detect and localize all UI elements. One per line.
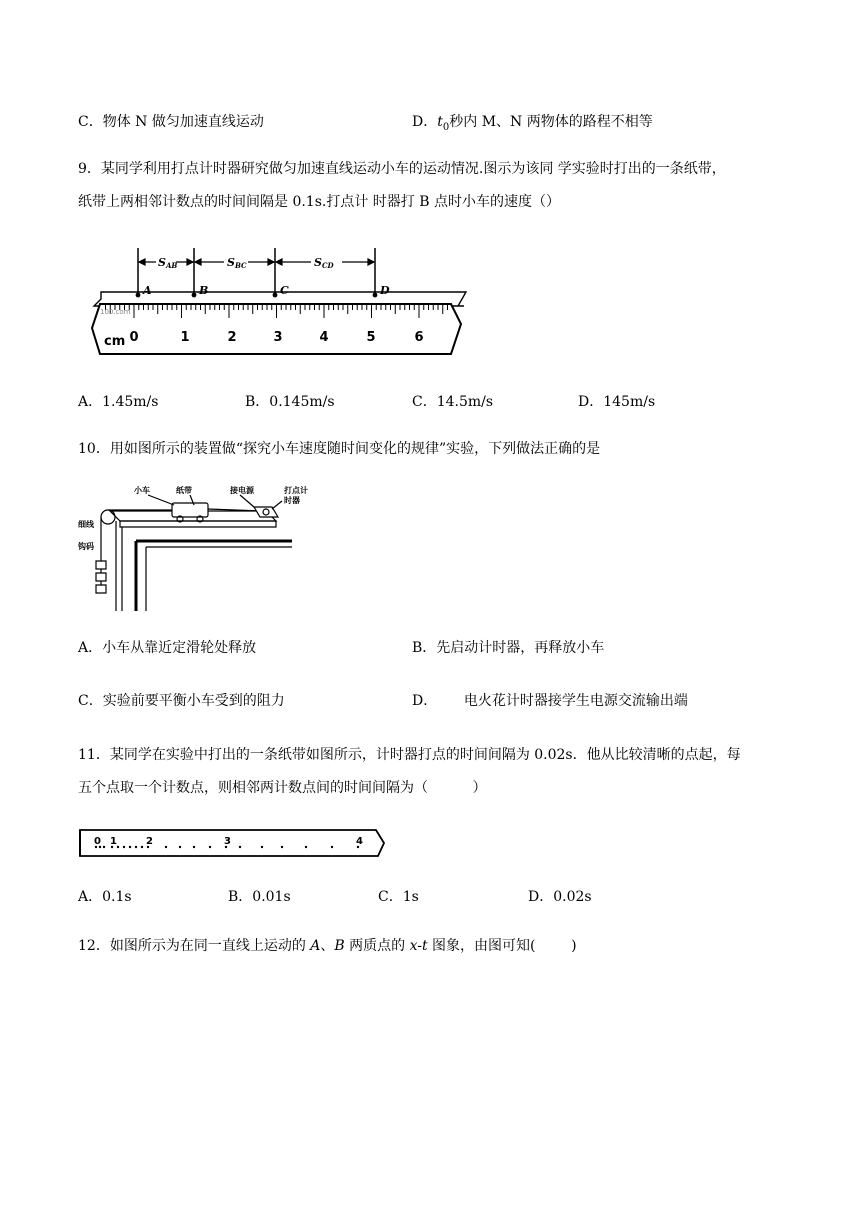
label-string: 细线 (78, 520, 94, 529)
watermark-text: 100.com (100, 308, 131, 316)
q12-post: 图象，由图可知( ) (427, 938, 577, 954)
tape-dot (103, 846, 105, 848)
q12-stem-pre: 12．如图所示为在同一直线上运动的 (78, 938, 311, 954)
q9-stem-line1: 9．某同学利用打点计时器研究做匀加速直线运动小车的运动情况.图示为该同 学实验时打出的一条纸带， (78, 161, 726, 177)
q11-option-c: C．1s (378, 889, 419, 905)
segment-label-sbc: SBC (227, 256, 247, 270)
q10-stem: 10．用如图所示的装置做“探究小车速度随时间变化的规律”实验，下列做法正确的是 (78, 441, 601, 457)
q8-option-d-sub: 0 (442, 121, 450, 133)
q12-point-b: B (334, 938, 345, 954)
tape-label-4: 4 (356, 836, 363, 847)
ruler-unit: cm (104, 334, 126, 349)
tape-dot (179, 846, 181, 848)
q8-option-d (412, 112, 653, 138)
tape-dot (305, 846, 307, 848)
label-weights: 钩码 (78, 542, 94, 551)
tick-label-3: 3 (273, 330, 283, 345)
q10-apparatus-figure (76, 481, 308, 611)
tape-label-1: 1 (110, 836, 117, 847)
tape-dot (141, 846, 143, 848)
point-label-a: A (143, 284, 152, 297)
tick-label-4: 4 (319, 330, 329, 345)
q8-option-d-prefix: D． (412, 114, 438, 130)
label-cart: 小车 (134, 486, 150, 495)
q8-option-d-t: t (437, 114, 443, 130)
q12-mid: 两质点的 (344, 938, 410, 954)
label-tape: 纸带 (176, 486, 192, 495)
q8-option-c: C．物体 N 做匀加速直线运动 (78, 114, 264, 130)
q10-option-d: D． 电火花计时器接学生电源交流输出端 (412, 693, 688, 709)
tape-label-3: 3 (224, 836, 231, 847)
tape-dot (129, 846, 131, 848)
tape-dot (135, 846, 137, 848)
q9-option-c: C．14.5m/s (412, 394, 494, 410)
q11-stem-line2: 五个点取一个计数点，则相邻两计数点间的时间间隔为（ ） (78, 780, 487, 796)
tick-label-0: 0 (129, 330, 139, 345)
tape-dot (193, 846, 195, 848)
point-label-b: B (199, 284, 209, 297)
q11-stem-line1: 11．某同学在实验中打出的一条纸带如图所示，计时器打点的时间间隔为 0.02s．他从比较清晰的点起，每 (78, 747, 741, 763)
q11-option-b: B．0.01s (228, 889, 291, 905)
tape-dot (165, 846, 167, 848)
tape-dot (261, 846, 263, 848)
q11-option-a: A．0.1s (78, 889, 132, 905)
tick-label-2: 2 (227, 330, 237, 345)
point-label-c: C (280, 284, 289, 297)
point-label-d: D (380, 284, 390, 297)
segment-label-scd: SCD (314, 256, 334, 270)
q9-ruler-figure (86, 244, 476, 358)
q12-stem (78, 936, 577, 956)
tape-dot (209, 846, 211, 848)
q10-option-a: A．小车从靠近定滑轮处释放 (78, 640, 257, 656)
q12-point-a: A (310, 938, 321, 954)
tape-dot (331, 846, 333, 848)
tape-dot (123, 846, 125, 848)
q9-stem-line2: 纸带上两相邻计数点的时间间隔是 0.1s.打点计 时器打 B 点时小车的速度（） (78, 194, 560, 210)
q9-option-b: B．0.145m/s (245, 394, 335, 410)
segment-label-sab: SAB (158, 256, 178, 270)
q12-sep: 、 (320, 938, 335, 954)
q11-option-d: D．0.02s (528, 889, 592, 905)
q11-tape-figure (76, 822, 388, 862)
tape-dot (281, 846, 283, 848)
label-timer: 打点计 (284, 486, 308, 495)
q10-option-c: C．实验前要平衡小车受到的阻力 (78, 693, 285, 709)
q10-option-b: B．先启动计时器，再释放小车 (412, 640, 605, 656)
tick-label-6: 6 (414, 330, 424, 345)
tape-label-2: 2 (146, 836, 153, 847)
tape-label-0: 0 (94, 836, 101, 847)
tick-label-1: 1 (180, 330, 190, 345)
tape-dot (239, 846, 241, 848)
label-power: 接电源 (230, 486, 254, 495)
q9-option-a: A．1.45m/s (78, 394, 159, 410)
q12-xt: x-t (409, 938, 428, 954)
tick-label-5: 5 (366, 330, 376, 345)
q9-option-d: D．145m/s (578, 394, 656, 410)
tape-dot (117, 846, 119, 848)
q8-option-d-text: 秒内 M、N 两物体的路程不相等 (449, 114, 653, 130)
label-timer-2: 时器 (284, 496, 300, 505)
